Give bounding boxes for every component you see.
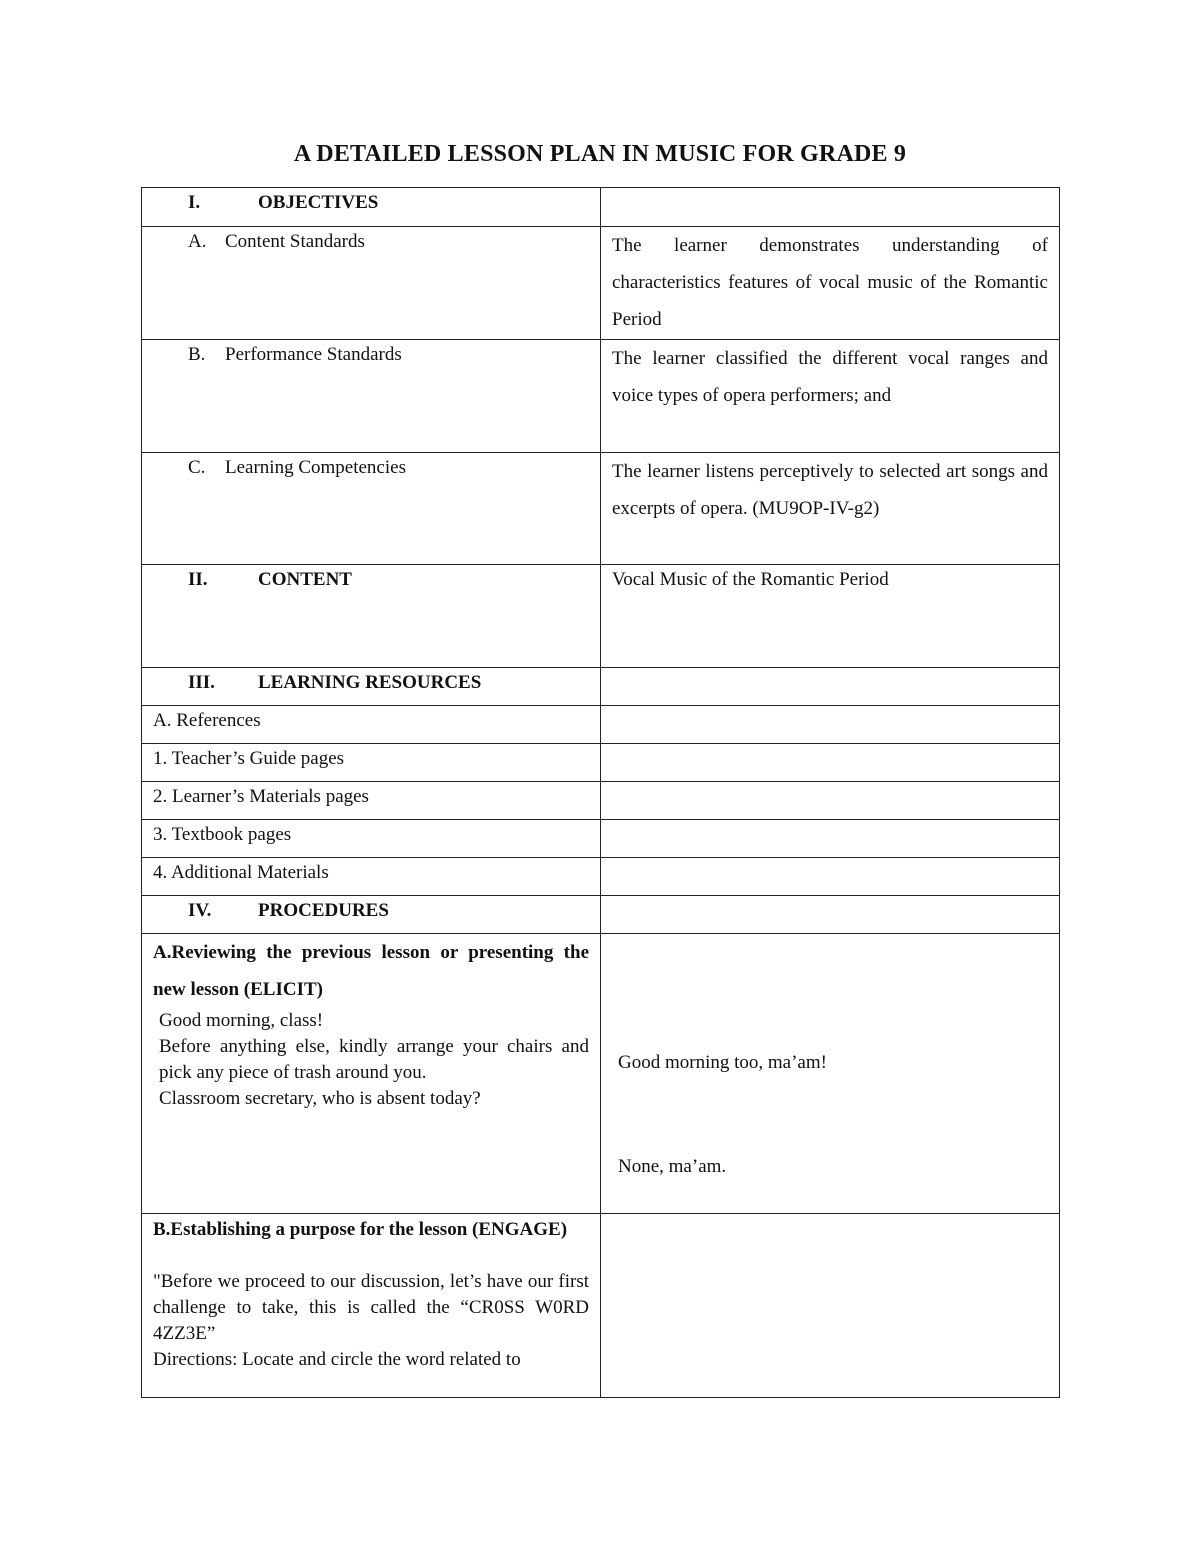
references-label: A. References	[142, 706, 601, 744]
elicit-response-1: Good morning too, ma’am!	[618, 1052, 827, 1073]
textbook-label: 3. Textbook pages	[142, 820, 601, 858]
empty-cell	[601, 1214, 1060, 1398]
table-row	[142, 706, 1060, 744]
elicit-line-2: Before anything else, kindly arrange your chairs and pick any piece of trash around you.	[159, 1036, 589, 1083]
learning-competencies-label-cell	[142, 453, 601, 565]
table-row	[142, 188, 1060, 227]
item-label: Performance Standards	[225, 344, 402, 365]
learning-resources-header-cell	[142, 668, 601, 706]
table-row	[142, 453, 1060, 565]
engage-cell	[142, 1214, 601, 1398]
engage-paragraph-2: Directions: Locate and circle the word related to	[153, 1349, 521, 1370]
table-row	[142, 820, 1060, 858]
item-letter: B.	[188, 344, 206, 365]
table-row	[142, 565, 1060, 668]
elicit-cell	[142, 934, 601, 1214]
empty-cell	[601, 820, 1060, 858]
page-title: A DETAILED LESSON PLAN IN MUSIC FOR GRADE 9	[293, 141, 907, 167]
item-letter: C.	[188, 457, 206, 478]
table-row	[142, 668, 1060, 706]
section-number: I.	[188, 192, 201, 213]
table-row	[142, 782, 1060, 820]
section-number: IV.	[188, 900, 212, 921]
section-label: CONTENT	[258, 569, 352, 590]
learners-materials-label: 2. Learner’s Materials pages	[142, 782, 601, 820]
section-number: II.	[188, 569, 208, 590]
empty-cell	[601, 668, 1060, 706]
empty-cell	[601, 782, 1060, 820]
performance-standards-label-cell	[142, 340, 601, 453]
content-standards-value: The learner demonstrates understanding of characteristics features of vocal music of the Romantic Period	[601, 227, 1060, 340]
elicit-heading: A.Reviewing the previous lesson or presenting the new lesson (ELICIT)	[153, 942, 589, 1000]
item-label: Learning Competencies	[225, 457, 406, 478]
table-row	[142, 227, 1060, 340]
section-label: OBJECTIVES	[258, 192, 379, 213]
empty-cell	[601, 896, 1060, 934]
elicit-response-2: None, ma’am.	[618, 1156, 727, 1177]
empty-cell	[601, 188, 1060, 227]
engage-heading: B.Establishing a purpose for the lesson (ENGAGE)	[153, 1219, 568, 1240]
elicit-response-cell	[601, 934, 1060, 1214]
elicit-line-1: Good morning, class!	[159, 1010, 324, 1031]
table-row	[142, 934, 1060, 1214]
item-letter: A.	[188, 231, 207, 252]
table-row	[142, 1214, 1060, 1398]
procedures-header-cell	[142, 896, 601, 934]
performance-standards-value: The learner classified the different vocal ranges and voice types of opera performers; and	[601, 340, 1060, 453]
empty-cell	[601, 706, 1060, 744]
section-label: PROCEDURES	[258, 900, 389, 921]
section-label: LEARNING RESOURCES	[258, 672, 482, 693]
table-row	[142, 896, 1060, 934]
teachers-guide-label: 1. Teacher’s Guide pages	[142, 744, 601, 782]
empty-cell	[601, 744, 1060, 782]
objectives-header-cell	[142, 188, 601, 227]
table-row	[142, 858, 1060, 896]
engage-paragraph-1: "Before we proceed to our discussion, let’s have our first challenge to take, this is called the “CR0SS W0RD 4ZZ3E”	[153, 1271, 589, 1344]
table-row	[142, 340, 1060, 453]
content-standards-label-cell	[142, 227, 601, 340]
section-number: III.	[188, 672, 215, 693]
additional-materials-label: 4. Additional Materials	[142, 858, 601, 896]
elicit-line-3: Classroom secretary, who is absent today?	[159, 1088, 481, 1109]
item-label: Content Standards	[225, 231, 365, 252]
empty-cell	[601, 858, 1060, 896]
content-header-cell	[142, 565, 601, 668]
learning-competencies-value: The learner listens perceptively to selected art songs and excerpts of opera. (MU9OP-IV-g2)	[601, 453, 1060, 565]
lesson-plan-table	[141, 187, 1060, 1398]
content-value: Vocal Music of the Romantic Period	[601, 565, 1060, 668]
table-row	[142, 744, 1060, 782]
